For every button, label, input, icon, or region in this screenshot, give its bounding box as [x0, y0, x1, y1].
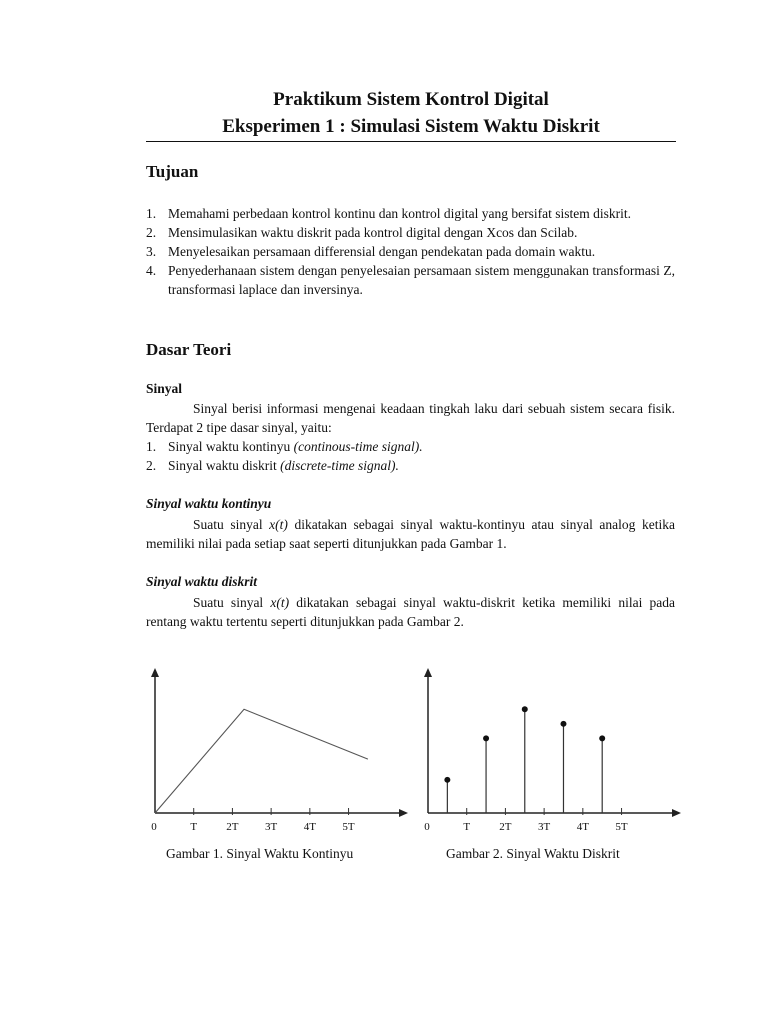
x-axis-arrow: [672, 809, 681, 817]
continuous-signal-chart: [145, 668, 415, 838]
x-axis-arrow: [399, 809, 408, 817]
data-point: [522, 706, 528, 712]
document-title: Praktikum Sistem Kontrol Digital: [273, 89, 549, 110]
y-axis-arrow: [151, 668, 159, 677]
x-tick-label: 5T: [342, 821, 355, 833]
x-tick-label: 4T: [576, 821, 589, 833]
kontinyu-paragraph: Suatu sinyal x(t) dikatakan sebagai sinyal waktu-kontinyu atau sinyal analog ketika memiliki nilai pada setiap saat seperti ditunjukkan pada Gambar 1.: [146, 517, 675, 551]
signal-line: [155, 709, 368, 813]
sinyal-list: [146, 437, 675, 475]
y-axis-arrow: [424, 668, 432, 677]
document-subtitle: Eksperimen 1 : Simulasi Sistem Waktu Diskrit: [222, 116, 600, 137]
x-tick-label: 5T: [615, 821, 628, 833]
x-tick-label: 4T: [303, 821, 316, 833]
tujuan-heading: Tujuan: [146, 162, 199, 181]
x-tick-label: 3T: [265, 821, 278, 833]
figure1-caption: Gambar 1. Sinyal Waktu Kontinyu: [166, 846, 354, 861]
sinyal-paragraph: Sinyal berisi informasi mengenai keadaan tingkah laku dari sebuah sistem secara fisik. Terdapat 2 tipe dasar sinyal, yaitu:: [146, 401, 675, 435]
tujuan-list: [146, 204, 675, 299]
diskrit-heading: Sinyal waktu diskrit: [146, 574, 258, 589]
title-divider: [146, 141, 676, 142]
list-item: 1. Sinyal waktu kontinyu (continous-time signal).: [146, 439, 423, 454]
diskrit-paragraph: Suatu sinyal x(t) dikatakan sebagai sinyal waktu-diskrit ketika memiliki nilai pada rentang waktu tertentu seperti ditunjukkan pada Gambar 2.: [146, 595, 676, 629]
list-item: 2. Sinyal waktu diskrit (discrete-time signal).: [146, 458, 399, 473]
x-tick-label: 0: [424, 821, 430, 833]
list-item: 3. Menyelesaikan persamaan differensial dengan pendekatan pada domain waktu.: [146, 244, 596, 259]
x-tick-label: 0: [151, 821, 157, 833]
x-tick-label: T: [190, 821, 198, 833]
dasar-teori-heading: Dasar Teori: [146, 340, 232, 359]
data-point: [560, 721, 566, 727]
x-tick-label: T: [463, 821, 471, 833]
x-tick-label: 2T: [499, 821, 512, 833]
data-point: [444, 777, 450, 783]
kontinyu-heading: Sinyal waktu kontinyu: [146, 496, 272, 511]
x-tick-label: 2T: [226, 821, 239, 833]
x-tick-label: 3T: [538, 821, 551, 833]
data-point: [483, 735, 489, 741]
list-item: 1. Memahami perbedaan kontrol kontinu dan kontrol digital yang bersifat sistem diskrit.: [146, 206, 632, 221]
figure2-caption: Gambar 2. Sinyal Waktu Diskrit: [446, 846, 620, 861]
list-item: 2. Mensimulasikan waktu diskrit pada kontrol digital dengan Xcos dan Scilab.: [146, 225, 578, 240]
list-item: 4. Penyederhanaan sistem dengan penyelesaian persamaan sistem menggunakan transformasi Z, transformasi laplace dan inversinya.: [146, 263, 675, 297]
discrete-signal-chart: [418, 668, 688, 838]
sinyal-heading: Sinyal: [146, 381, 183, 396]
data-point: [599, 735, 605, 741]
